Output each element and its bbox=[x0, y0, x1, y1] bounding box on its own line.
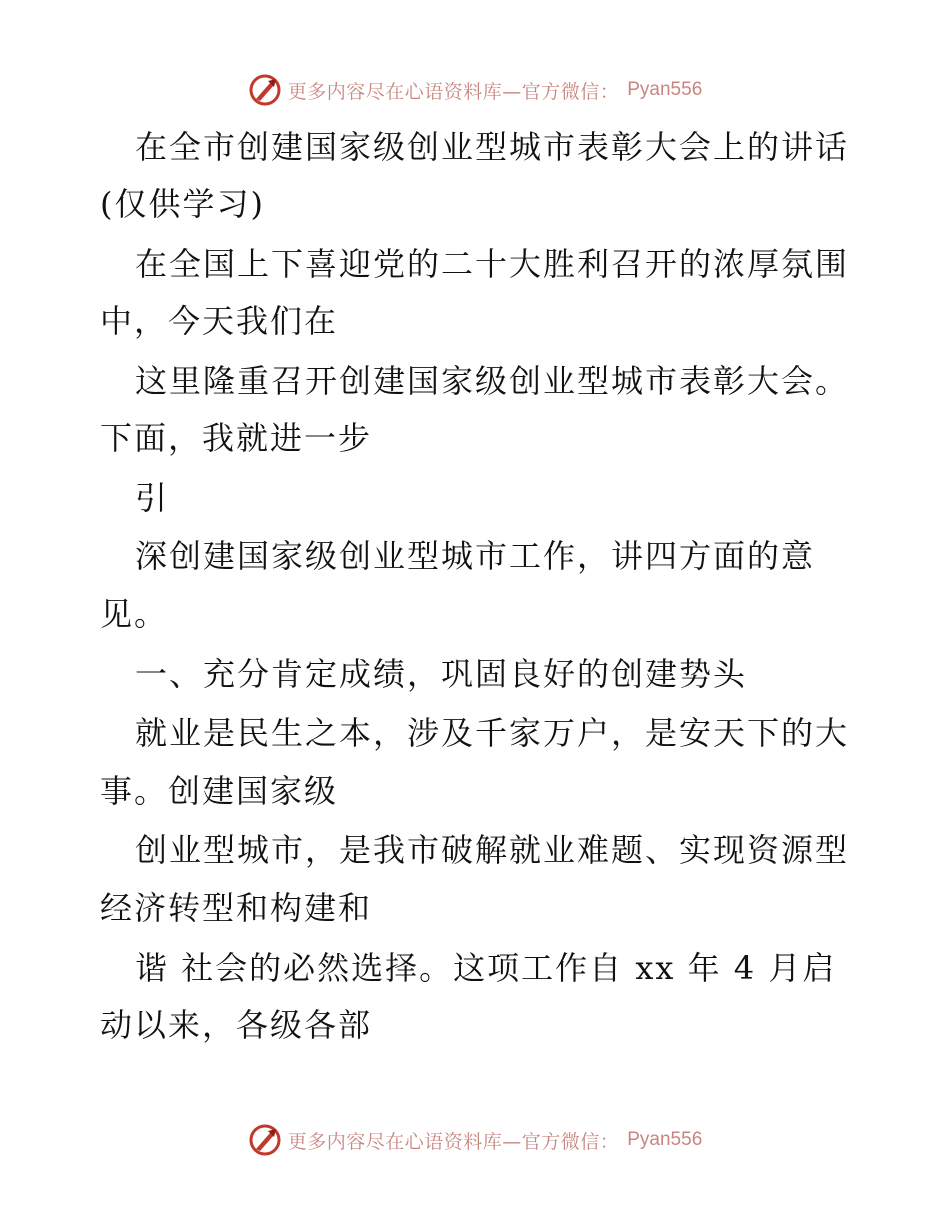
watermark-wechat-id: Pyan556 bbox=[627, 79, 703, 100]
document-title-line-1: 在全市创建国家级创业型城市表彰大会上的讲话 bbox=[135, 128, 850, 166]
paragraph-line: 下面，我就进一步 bbox=[100, 419, 373, 457]
paragraph-line: 中，今天我们在 bbox=[100, 302, 339, 340]
watermark-header bbox=[0, 70, 950, 110]
paragraph-line: 创业型城市，是我市破解就业难题、实现资源型 bbox=[135, 831, 850, 869]
paragraph-line: 事。创建国家级 bbox=[100, 772, 339, 810]
document-title-line-2: (仅供学习) bbox=[100, 185, 265, 223]
section-heading: 一、充分肯定成绩，巩固良好的创建势头 bbox=[135, 655, 748, 693]
paragraph-line: 动以来，各级各部 bbox=[100, 1006, 373, 1044]
paragraph-line: 谐 社会的必然选择。这项工作自 xx 年 4 月启 bbox=[135, 949, 837, 987]
paragraph-line: 这里隆重召开创建国家级创业型城市表彰大会。 bbox=[135, 362, 850, 400]
quill-logo-icon bbox=[248, 73, 282, 107]
watermark-text: 更多内容尽在心语资料库—官方微信： bbox=[287, 80, 620, 103]
paragraph-line: 引 bbox=[135, 479, 170, 517]
paragraph-line: 见。 bbox=[100, 595, 169, 633]
paragraph-line: 在全国上下喜迎党的二十大胜利召开的浓厚氛围 bbox=[135, 245, 850, 283]
watermark-wechat-id: Pyan556 bbox=[627, 1129, 703, 1150]
paragraph-line: 经济转型和构建和 bbox=[100, 889, 373, 927]
quill-logo-icon bbox=[248, 1123, 282, 1157]
paragraph-line: 深创建国家级创业型城市工作，讲四方面的意 bbox=[135, 537, 816, 575]
paragraph-line: 就业是民生之本，涉及千家万户，是安天下的大 bbox=[135, 714, 850, 752]
watermark-footer bbox=[0, 1120, 950, 1160]
watermark-text: 更多内容尽在心语资料库—官方微信： bbox=[287, 1130, 620, 1153]
